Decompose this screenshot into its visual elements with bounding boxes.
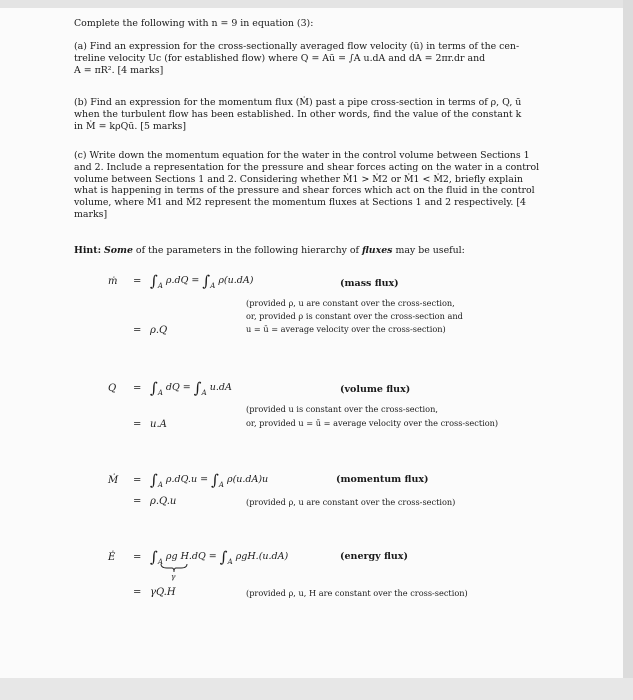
volume-flux-eq-sign-2: = [133,419,142,430]
hint-label: Hint: [74,245,102,256]
page-right-shadow [623,0,633,700]
energy-flux-lhs: Ė [108,552,116,563]
hint-some: Some [104,245,133,256]
momentum-flux-eq-sign-2: = [133,496,142,507]
energy-flux-line2: γQ.H [150,587,176,598]
volume-flux-expression: $\int_A$ dQ = $\int_A$ u.dA [150,379,232,397]
part-b-line: (b) Find an expression for the momentum flux (Ṁ) past a pipe cross-section in terms of ρ, Q, ū [74,97,522,108]
part-c-line: volume, where Ṁ1 and Ṁ2 represent the momentum fluxes at Sections 1 and 2 respectively. [4 [74,197,527,209]
page-top-shadow [0,0,633,8]
volume-flux-line2: u.A [150,419,167,430]
part-b [74,97,562,132]
mass-flux-note: or, provided ρ is constant over the cross-section and [246,311,463,321]
mass-flux-note: (provided ρ, u are constant over the cross-section, [246,298,455,308]
momentum-flux-expression: $\int_A$ $\rho.dQ.u = \int_A$ ρ(u.dA)u [150,471,269,489]
mass-flux-eq-sign: = [133,276,142,287]
volume-flux-expr-2: u.dA [209,382,232,393]
part-c [74,150,562,221]
mass-flux-tag: (mass flux) [340,278,399,289]
part-a [74,41,562,76]
momentum-flux-note: (provided ρ, u are constant over the cross-section) [246,497,456,507]
energy-flux-eq-sign-2: = [133,587,142,598]
momentum-flux-tag: (momentum flux) [336,474,429,485]
momentum-flux-line2: ρ.Q.u [150,496,177,507]
mass-flux-eq-sign-2: = [133,325,142,336]
mass-flux-line2: ρ.Q [150,325,168,336]
mass-flux-expr-2: ρ(u.dA) [218,275,254,286]
energy-flux-expression: $\int_A$ ρg $H.dQ = \int_A$ ρgH.(u.dA) [150,548,289,566]
part-b-line: in Ṁ = kρQū. [5 marks] [74,120,187,132]
volume-flux-note: or, provided u = ū = average velocity over the cross-section) [246,418,499,428]
part-c-line: (c) Write down the momentum equation for the water in the control volume between Sections 1 [74,150,530,161]
momentum-flux-expr-1: ρ.dQ.u = [165,474,212,485]
energy-flux-expr-2: ρgH.(u.dA) [235,551,289,562]
hint-fluxes: fluxes [361,245,393,256]
part-c-line: volume between Sections 1 and 2. Considering whether Ṁ1 > Ṁ2 or Ṁ1 < Ṁ2, briefly explain [74,173,523,185]
part-a-line: A = πR². [4 marks] [74,64,164,76]
page-bottom-shadow [0,678,633,700]
part-c-line: and 2. Include a representation for the pressure and shear forces acting on the water in a control [74,161,540,173]
energy-flux-gamma: γ [171,572,176,581]
intro-text: Complete the following with n = 9 in equation (3): [74,18,314,29]
hint-text-1: of the parameters in the following hierarchy of [135,245,359,256]
momentum-flux-expr-2: ρ(u.dA)u [226,474,269,485]
hint-text-2: may be useful: [395,245,465,256]
part-c-line: what is happening in terms of the pressure and shear forces which act on the fluid in the control [74,185,535,197]
volume-flux-expr-1: dQ = [165,382,194,393]
energy-flux-expr-1: ρg H.dQ = [165,551,220,562]
hint-line [74,245,465,257]
part-a-line: treline velocity Uc (for established flow) where Q = Aū = ∫A u.dA and dA = 2πr.dr and [74,52,486,64]
volume-flux-tag: (volume flux) [340,384,411,395]
energy-flux-note: (provided ρ, u, H are constant over the cross-section) [246,588,468,598]
mass-flux-expr-1: ρ.dQ = [165,275,203,286]
energy-flux-eq-sign: = [133,552,142,563]
part-b-line: when the turbulent flow has been established. In other words, find the value of the constant k [74,108,522,120]
mass-flux-expression: $\int_A$ $\rho.dQ = \int_A$ ρ(u.dA) [150,272,254,290]
mass-flux-lhs: ṁ [108,276,118,287]
energy-flux-tag: (energy flux) [340,551,408,562]
momentum-flux-lhs: Ṁ [108,475,119,486]
momentum-flux-eq-sign: = [133,475,142,486]
volume-flux-note: (provided u is constant over the cross-section, [246,404,438,414]
volume-flux-lhs: Q [108,383,117,394]
volume-flux-eq-sign: = [133,383,142,394]
part-c-line: marks] [74,208,108,220]
mass-flux-note: u = ū = average velocity over the cross-section) [246,324,446,334]
part-a-line: (a) Find an expression for the cross-sectionally averaged flow velocity (ū) in terms of the cen- [74,41,520,52]
